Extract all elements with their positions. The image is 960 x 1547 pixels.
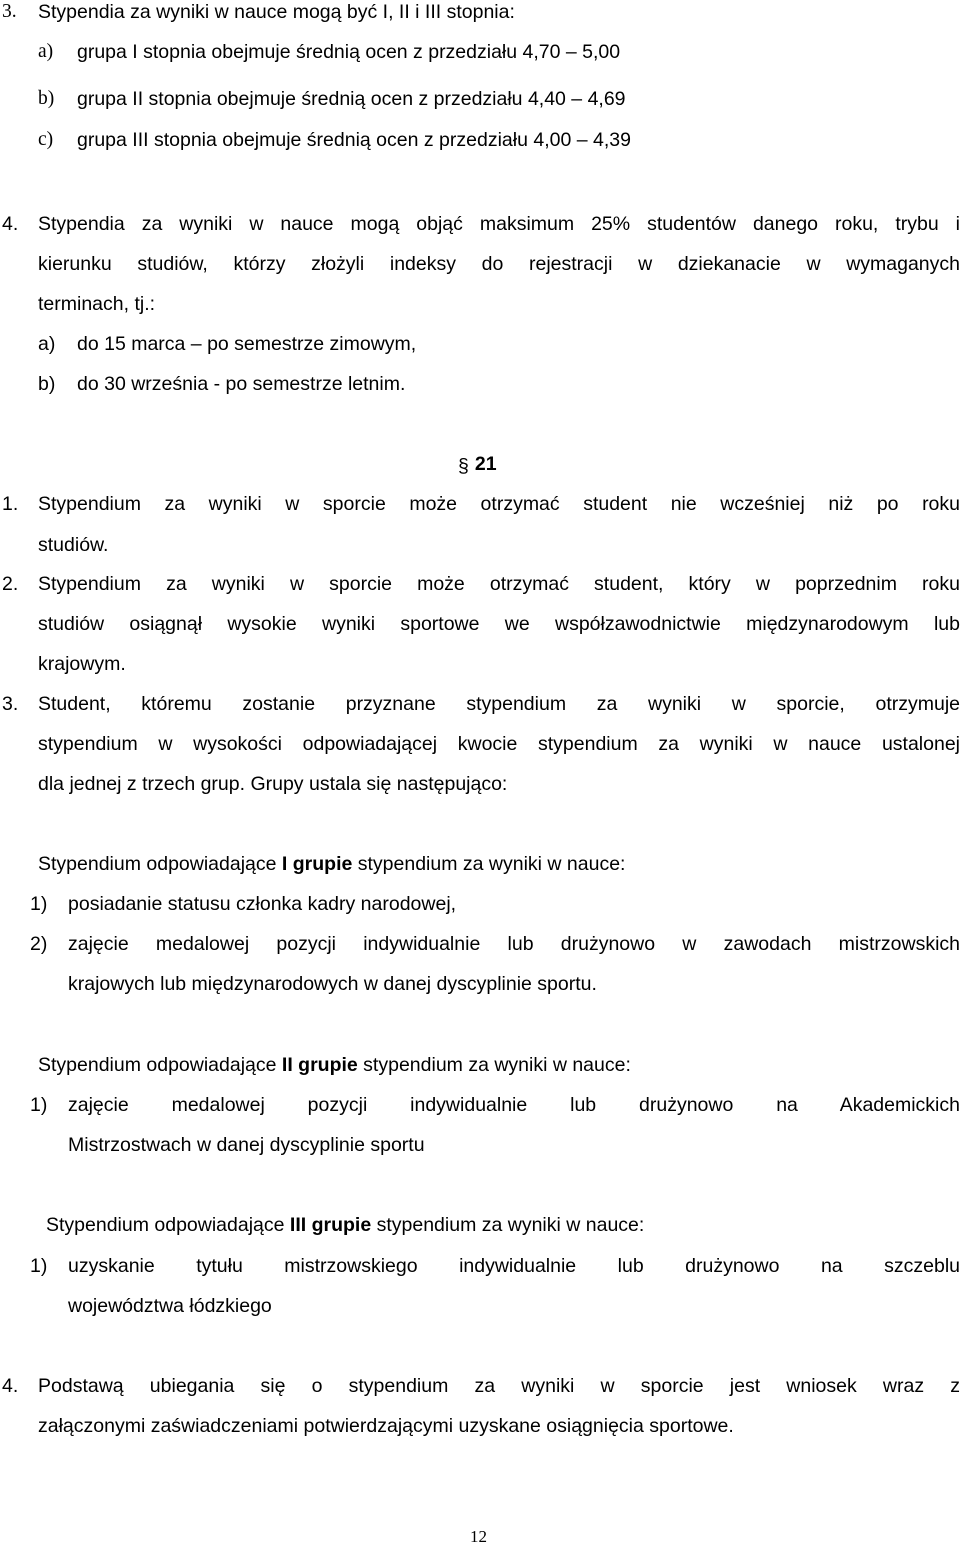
group-heading-text: Stypendium odpowiadające — [38, 1054, 282, 1076]
paragraph-line: krajowym. — [38, 653, 126, 675]
paragraph-line: załączonymi zaświadczeniami potwierdzającymi uzyskane osiągnięcia sportowe. — [38, 1415, 734, 1437]
list-marker: 1) — [30, 1255, 48, 1277]
paragraph-line: studiów. — [38, 534, 109, 556]
paragraph-line: terminach, tj.: — [38, 293, 156, 315]
list-marker: 1) — [30, 1094, 48, 1116]
list-item: do 15 marca – po semestrze zimowym, — [77, 333, 417, 355]
group-heading — [46, 1213, 644, 1237]
item-number: 2. — [2, 573, 19, 595]
group-heading-text: stypendium za wyniki w nauce: — [371, 1214, 645, 1236]
list-item: zajęcie medalowej pozycji indywidualnie lub drużynowo na Akademickich — [68, 1094, 960, 1116]
paragraph-line: Student, któremu zostanie przyznane stypendium za wyniki w sporcie, otrzymuje — [38, 693, 960, 715]
item-number: 4. — [2, 1375, 19, 1397]
group-name: I grupie — [281, 853, 353, 875]
list-item: grupa III stopnia obejmuje średnią ocen z przedziału 4,00 – 4,39 — [77, 129, 631, 151]
list-marker: b) — [38, 373, 56, 395]
paragraph-line: dla jednej z trzech grup. Grupy ustala się następująco: — [38, 773, 508, 795]
paragraph-line: Stypendia za wyniki w nauce mogą być I, II i III stopnia: — [38, 1, 515, 23]
paragraph-line: Stypendium za wyniki w sporcie może otrzymać student, który w poprzednim roku — [38, 573, 960, 595]
item-number: 3. — [2, 693, 19, 715]
item-number: 4. — [2, 213, 19, 235]
list-item: Mistrzostwach w danej dyscyplinie sportu — [68, 1134, 425, 1156]
section-heading — [458, 452, 497, 476]
list-item: zajęcie medalowej pozycji indywidualnie lub drużynowo w zawodach mistrzowskich — [68, 933, 960, 955]
group-heading-text: stypendium za wyniki w nauce: — [357, 1054, 631, 1076]
list-marker: 2) — [30, 933, 48, 955]
paragraph-line: Podstawą ubiegania się o stypendium za wyniki w sporcie jest wniosek wraz z — [38, 1375, 960, 1397]
paragraph-line: stypendium w wysokości odpowiadającej kwocie stypendium za wyniki w nauce ustalonej — [38, 733, 960, 755]
group-heading-text: Stypendium odpowiadające — [46, 1214, 290, 1236]
group-heading-text: Stypendium odpowiadające — [38, 853, 282, 875]
list-item: województwa łódzkiego — [68, 1295, 272, 1317]
section-number: 21 — [474, 453, 497, 475]
list-item: posiadanie statusu członka kadry narodowej, — [68, 893, 457, 915]
paragraph-line: studiów osiągnął wysokie wyniki sportowe we współzawodnictwie międzynarodowym lub — [38, 613, 960, 635]
list-marker: 1) — [30, 893, 48, 915]
group-name: III grupie — [289, 1214, 372, 1236]
list-marker: c) — [38, 129, 54, 150]
page-number: 12 — [470, 1527, 487, 1546]
list-item: grupa I stopnia obejmuje średnią ocen z przedziału 4,70 – 5,00 — [77, 41, 621, 63]
paragraph-line: Stypendium za wyniki w sporcie może otrzymać student nie wcześniej niż po roku — [38, 493, 960, 515]
paragraph-line: kierunku studiów, którzy złożyli indeksy do rejestracji w dziekanacie w wymaganych — [38, 253, 960, 275]
item-number: 3. — [2, 1, 17, 22]
list-item: uzyskanie tytułu mistrzowskiego indywidualnie lub drużynowo na szczeblu — [68, 1255, 960, 1277]
paragraph-line: Stypendia za wyniki w nauce mogą objąć maksimum 25% studentów danego roku, trybu i — [38, 213, 960, 235]
list-marker: a) — [38, 41, 54, 62]
item-number: 1. — [2, 493, 19, 515]
list-marker: a) — [38, 333, 56, 355]
group-heading — [38, 1053, 631, 1077]
list-marker: b) — [38, 88, 55, 109]
group-name: II grupie — [281, 1054, 358, 1076]
list-item: krajowych lub międzynarodowych w danej dyscyplinie sportu. — [68, 973, 597, 995]
list-item: do 30 września - po semestrze letnim. — [77, 373, 406, 395]
group-heading — [38, 852, 625, 876]
list-item: grupa II stopnia obejmuje średnią ocen z przedziału 4,40 – 4,69 — [77, 88, 626, 110]
section-symbol: § — [458, 454, 469, 477]
group-heading-text: stypendium za wyniki w nauce: — [352, 853, 626, 875]
